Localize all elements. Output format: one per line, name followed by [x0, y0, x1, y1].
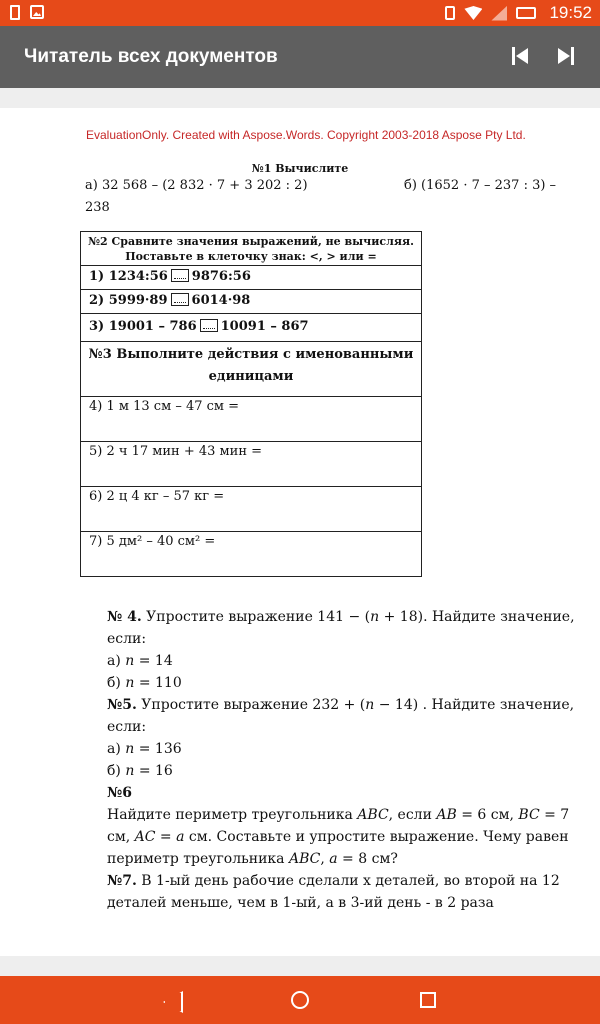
- task5-line: №5. Упростите выражение 232 + (n − 14) . Найдите значение,: [107, 697, 575, 713]
- skip-next-icon[interactable]: [558, 47, 576, 65]
- compare-row: 1) 1234:56 9876:56: [81, 266, 422, 290]
- tasks-table: [80, 231, 422, 577]
- task1-title: №1 Вычислите: [251, 162, 349, 175]
- task3-header: №3 Выполните действия с именованными единицами: [81, 342, 422, 397]
- signal-icon: [491, 6, 507, 21]
- tasks-text: № 4. Упростите выражение 141 − (n + 18). Найдите значение, если: а) n = 14 б) n = 110 №5. Упростите выражение 232 + (n − 14) . Найдите значение, если: а) n = 136 б) n = 16 №6 Найдите периметр треугольника ABC, если AB = 6 см, BC = 7 см, AC = a см. Составьте и упростите выражение. Чему равен периметр треугольника ABC, a = 8 см? №7. В 1-ый день рабочие сделали x деталей, во второй на 12 деталей меньше, чем в 1-ый, а в 3-ий день - в 2 раза: [107, 606, 567, 914]
- task1-part-b: б) (1652 · 7 – 237 : 3) –: [404, 178, 557, 193]
- battery-icon: [516, 7, 536, 19]
- unit-task-row: 5) 2 ч 17 мин + 43 мин =: [81, 442, 422, 487]
- document-page[interactable]: [0, 108, 600, 956]
- app-bar: [0, 26, 600, 88]
- task6-line: Найдите периметр треугольника ABC, если AB = 6 см, BC = 7: [107, 807, 570, 823]
- system-nav-bar: [0, 976, 600, 1024]
- recent-apps-icon[interactable]: [420, 992, 436, 1008]
- compare-box: [200, 319, 218, 332]
- back-icon[interactable]: [163, 991, 181, 1009]
- compare-row: 2) 5999·89 6014·98: [81, 290, 422, 314]
- task1-part-a: а) 32 568 – (2 832 · 7 + 3 202 : 2): [85, 178, 308, 193]
- home-icon[interactable]: [291, 991, 309, 1009]
- evaluation-notice: EvaluationOnly. Created with Aspose.Words. Copyright 2003-2018 Aspose Pty Ltd.: [86, 128, 526, 142]
- clock: 19:52: [549, 3, 592, 22]
- task2-header: №2 Сравните значения выражений, не вычисляя. Поставьте в клеточку знак: <, > или =: [81, 232, 422, 266]
- skip-previous-icon[interactable]: [512, 47, 530, 65]
- app-title: Читатель всех документов: [24, 46, 278, 67]
- task4-line: № 4. Упростите выражение 141 − (n + 18). Найдите значение,: [107, 609, 575, 625]
- compare-row: 3) 19001 – 786 10091 – 867: [81, 314, 422, 342]
- wifi-icon: [464, 6, 482, 20]
- task7-line: №7. В 1-ый день рабочие сделали x деталей, во второй на 12: [107, 873, 560, 889]
- battery-saver-icon: [10, 5, 20, 20]
- unit-task-row: 4) 1 м 13 см – 47 см =: [81, 397, 422, 442]
- vibrate-icon: [445, 6, 455, 20]
- image-notification-icon: [30, 5, 44, 19]
- compare-box: [171, 293, 189, 306]
- compare-box: [171, 269, 189, 282]
- status-bar: [0, 0, 600, 26]
- unit-task-row: 6) 2 ц 4 кг – 57 кг =: [81, 487, 422, 532]
- task1-part-b-cont: 238: [85, 200, 110, 215]
- task6-label: №6: [107, 785, 132, 801]
- unit-task-row: 7) 5 дм² – 40 см² =: [81, 532, 422, 577]
